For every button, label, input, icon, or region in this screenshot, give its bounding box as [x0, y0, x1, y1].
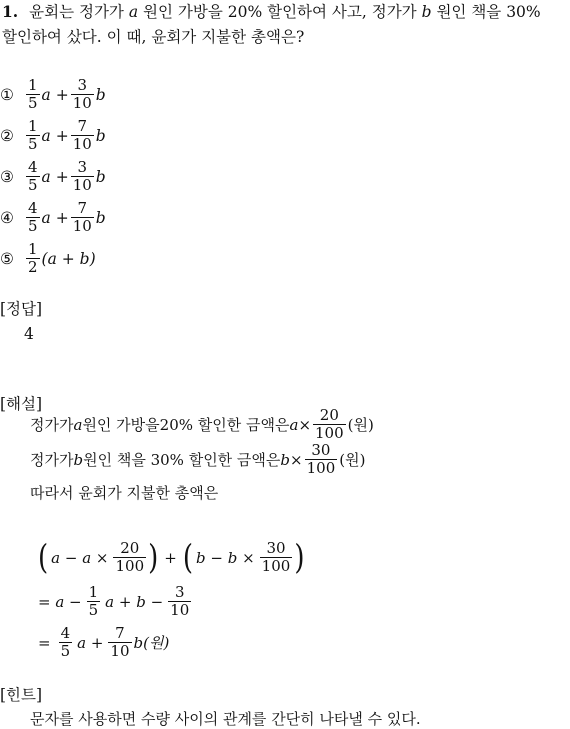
choice-term: a + — [41, 208, 69, 227]
equation-line-3: = $\frac{4}{5}$ a + $\frac{7}{10}$ b(원) — [38, 624, 170, 660]
choice-term: b — [95, 85, 106, 104]
fraction: $\frac{4}{5}$ — [28, 199, 38, 235]
fraction: $\frac{7}{10}$ — [110, 624, 130, 660]
choice-label: ④ — [0, 208, 14, 227]
solution-line-2: 정가가 b 원인 책을 30% 할인한 금액은 b × $\frac{30}{100}$ (원) — [30, 441, 366, 477]
choice-label: ① — [0, 85, 14, 104]
choice-term: a + — [41, 167, 69, 186]
fraction: $\frac{20}{100}$ — [315, 406, 344, 442]
fraction: $\frac{3}{10}$ — [72, 158, 92, 194]
solution-line-1: 정가가 a 원인 가방을20% 할인한 금액은 a × $\frac{20}{100}$ (원) — [30, 406, 374, 442]
fraction: $\frac{3}{10}$ — [72, 76, 92, 112]
question-var-b: b — [421, 3, 432, 21]
solution-line-3: 따라서 윤회가 지불한 총액은 — [30, 484, 219, 502]
fraction: $\frac{30}{100}$ — [261, 539, 291, 575]
fraction: $\frac{4}{5}$ — [28, 158, 38, 194]
choice-5[interactable] — [0, 242, 96, 275]
choice-label: ② — [0, 126, 14, 145]
fraction: $\frac{1}{2}$ — [28, 240, 38, 276]
solution-header: [해설] — [0, 395, 43, 413]
choice-term: b — [95, 167, 106, 186]
hint-header: [힌트] — [0, 686, 43, 704]
equation-line-1: ( a − a × $\frac{20}{100}$ ) + ( b − b × $\frac{30}{100}$ ) — [38, 538, 305, 577]
choice-1[interactable] — [0, 78, 106, 111]
fraction: $\frac{1}{5}$ — [28, 117, 38, 153]
choice-term: (a + b) — [41, 249, 96, 268]
fraction: $\frac{20}{100}$ — [115, 539, 145, 575]
choice-label: ③ — [0, 167, 14, 186]
choice-2[interactable] — [0, 119, 106, 152]
question-number: 1. — [2, 2, 19, 21]
fraction: $\frac{4}{5}$ — [60, 624, 71, 660]
question-text-part-2: 원인 가방을 20% 할인하여 사고, 정가가 — [138, 3, 422, 21]
fraction: $\frac{30}{100}$ — [306, 441, 336, 477]
question-text-part-3: 원인 책을 30% — [431, 3, 541, 21]
choice-term: a + — [41, 126, 69, 145]
answer-value: 4 — [24, 325, 34, 343]
fraction: $\frac{1}{5}$ — [88, 583, 99, 619]
equation-line-2: = a − $\frac{1}{5}$ a + b − $\frac{3}{10}$ — [38, 583, 190, 619]
fraction: $\frac{7}{10}$ — [72, 199, 92, 235]
question-var-a: a — [128, 3, 139, 21]
choice-term: a + — [41, 85, 69, 104]
question-text-part-1: 윤회는 정가가 — [29, 3, 129, 21]
choice-term: b — [95, 126, 106, 145]
question-line-1 — [2, 0, 541, 26]
fraction: $\frac{7}{10}$ — [72, 117, 92, 153]
choice-label: ⑤ — [0, 249, 14, 268]
choice-4[interactable] — [0, 201, 106, 234]
fraction: $\frac{3}{10}$ — [170, 583, 190, 619]
question-line-2: 할인하여 샀다. 이 때, 윤회가 지불한 총액은? — [2, 28, 305, 46]
fraction: $\frac{1}{5}$ — [28, 76, 38, 112]
hint-text: 문자를 사용하면 수량 사이의 관계를 간단히 나타낼 수 있다. — [30, 710, 421, 728]
answer-header: [정답] — [0, 300, 43, 318]
choice-3[interactable] — [0, 160, 106, 193]
choice-term: b — [95, 208, 106, 227]
